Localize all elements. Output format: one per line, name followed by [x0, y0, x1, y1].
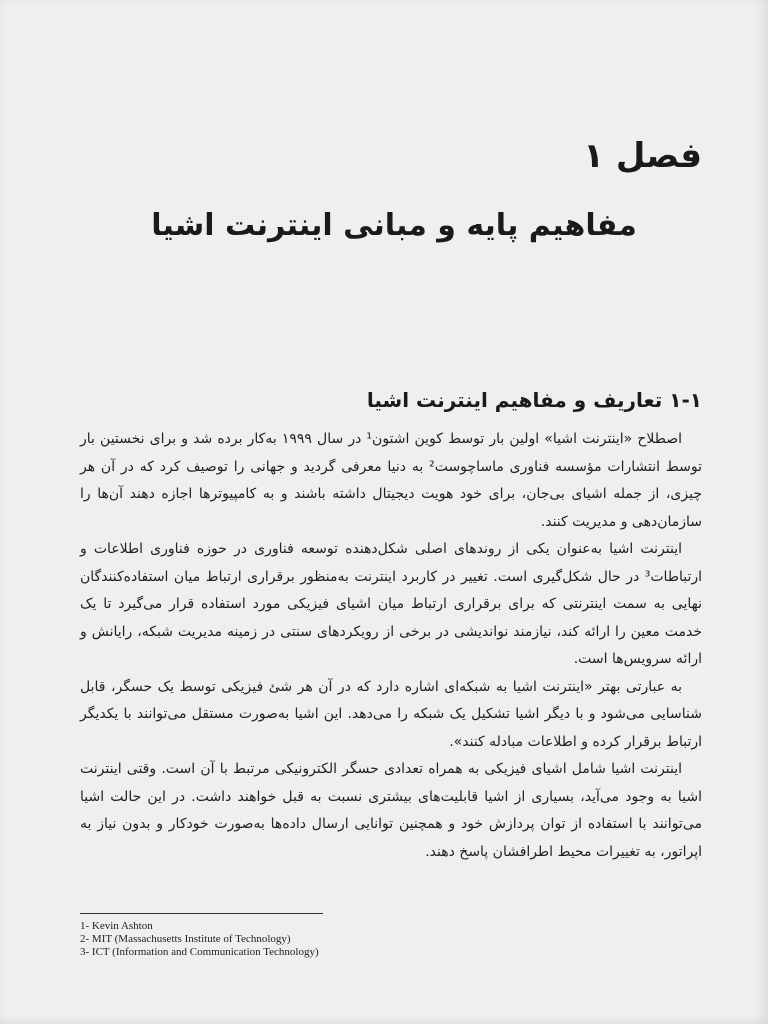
- footnote-divider: [80, 913, 323, 914]
- footnotes: [80, 920, 319, 959]
- paragraph: اصطلاح «اینترنت اشیا» اولین بار توسط کوین اشتون¹ در سال ۱۹۹۹ به‌کار برده شد و برای نخستین بار توسط انتشارات مؤسسه فناوری ماساچوست² به دنیا معرفی گردید و جهانی را توصیف کرد که در آن هر چیزی، از جمله اشیای بی‌جان، برای خود هویت دیجیتال داشته باشند و به کامپیوترها اجازه دهند آن‌ها را سازمان‌دهی و مدیریت کنند.: [80, 431, 702, 530]
- footnote: 3- ICT (Information and Communication Technology): [80, 946, 319, 958]
- paragraph: اینترنت اشیا به‌عنوان یکی از روندهای اصلی شکل‌دهنده توسعه فناوری در حوزه فناوری اطلاعات و ارتباطات³ در حال شکل‌گیری است. تغییر در کاربرد اینترنت به‌منظور برقراری ارتباط میان استفاده‌کنندگان نهایی به سمت اینترنتی که برای برقراری ارتباط میان اشیای فیزیکی مورد استفاده قرار می‌گیرد تا یک خدمت معین را ارائه کند، نیازمند نواندیشی در برخی از رویکردهای سنتی در زمینه مدیریت شبکه، رایانش و ارائه سرویس‌ها است.: [80, 541, 702, 667]
- footnote: 2- MIT (Massachusetts Institute of Technology): [80, 933, 291, 945]
- section-heading: ۱-۱ تعاریف و مفاهیم اینترنت اشیا: [366, 388, 702, 412]
- body-text: [80, 426, 702, 866]
- chapter-number: فصل ۱: [583, 136, 702, 176]
- chapter-title: مفاهیم پایه و مبانی اینترنت اشیا: [151, 208, 637, 243]
- footnote: 1- Kevin Ashton: [80, 920, 153, 932]
- paragraph: اینترنت اشیا شامل اشیای فیزیکی به همراه تعدادی حسگر الکترونیکی مرتبط با آن است. وقتی اینترنت اشیا به وجود می‌آید، بسیاری از اشیا قابلیت‌های بیشتری نسبت به قبل خواهند داشت. در این حالت اشیا می‌توانند با استفاده از توان پردازش خود و همچنین توانایی ارسال داده‌ها به‌صورت خودکار و بدون نیاز به اپراتور، به تغییرات محیط اطرافشان پاسخ دهند.: [80, 761, 702, 860]
- paragraph: به عبارتی بهتر «اینترنت اشیا به شبکه‌ای اشاره دارد که در آن هر شئ فیزیکی توسط یک حسگر، قابل شناسایی می‌شود و با دیگر اشیا تشکیل یک شبکه را می‌دهد. این اشیا به‌صورت مستقل می‌توانند با یکدیگر ارتباط برقرار کرده و اطلاعات مبادله کنند».: [80, 678, 702, 750]
